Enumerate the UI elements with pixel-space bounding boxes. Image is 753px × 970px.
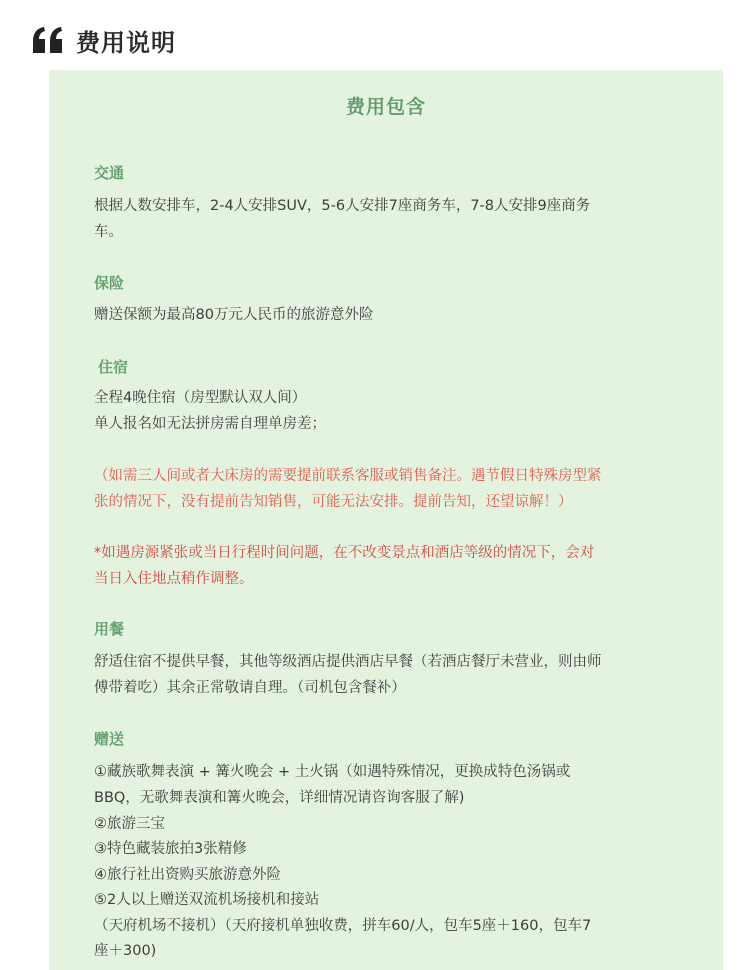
- meals-heading: 用餐: [94, 620, 125, 638]
- lodging-notice-1-line-1: （如需三人间或者大床房的需要提前联系客服或销售备注。遇节假日特殊房型紧: [94, 468, 602, 484]
- gifts-line-3: ②旅游三宝: [94, 816, 165, 832]
- lodging-heading: 住宿: [98, 358, 129, 376]
- lodging-notice-2-line-1: *如遇房源紧张或当日行程时间问题，在不改变景点和酒店等级的情况下，会对: [94, 545, 595, 561]
- lodging-line-2: 单人报名如无法拼房需自理单房差；: [94, 416, 326, 432]
- lodging-notice-1-line-2: 张的情况下，没有提前告知销售，可能无法安排。提前告知，还望谅解！）: [94, 494, 573, 510]
- insurance-heading: 保险: [94, 274, 125, 292]
- gifts-line-2: BBQ，无歌舞表演和篝火晚会，详细情况请咨询客服了解): [94, 790, 465, 806]
- transport-heading: 交通: [94, 164, 125, 182]
- double-quote-icon: [32, 27, 64, 53]
- gifts-line-8: 座＋300): [94, 943, 157, 959]
- panel-title: 费用包含: [345, 96, 426, 118]
- insurance-line-1: 赠送保额为最高80万元人民币的旅游意外险: [94, 307, 374, 323]
- transport-line-2: 车。: [94, 224, 123, 240]
- lodging-line-1: 全程4晚住宿（房型默认双人间）: [94, 390, 307, 406]
- meals-line-2: 傅带着吃）其余正常敬请自理。（司机包含餐补）: [94, 680, 406, 696]
- gifts-line-6: ⑤2人以上赠送双流机场接机和接站: [94, 892, 320, 908]
- meals-line-1: 舒适住宿不提供早餐，其他等级酒店提供酒店早餐（若酒店餐厅未营业，则由师: [94, 654, 602, 670]
- gifts-heading: 赠送: [94, 730, 125, 748]
- gifts-line-7: （天府机场不接机）（天府接机单独收费，拼车60/人，包车5座＋160，包车7: [94, 918, 592, 934]
- fee-includes-panel: [49, 70, 723, 970]
- gifts-line-5: ④旅行社出资购买旅游意外险: [94, 867, 281, 883]
- section-title: 费用说明: [76, 28, 176, 57]
- gifts-line-4: ③特色藏装旅拍3张精修: [94, 841, 247, 857]
- section-header: [32, 20, 176, 60]
- gifts-line-1: ①藏族歌舞表演 + 篝火晚会 + 土火锅（如遇特殊情况，更换成特色汤锅或: [94, 764, 571, 780]
- lodging-notice-2-line-2: 当日入住地点稍作调整。: [94, 571, 254, 587]
- transport-line-1: 根据人数安排车，2-4人安排SUV，5-6人安排7座商务车，7-8人安排9座商务: [94, 198, 591, 214]
